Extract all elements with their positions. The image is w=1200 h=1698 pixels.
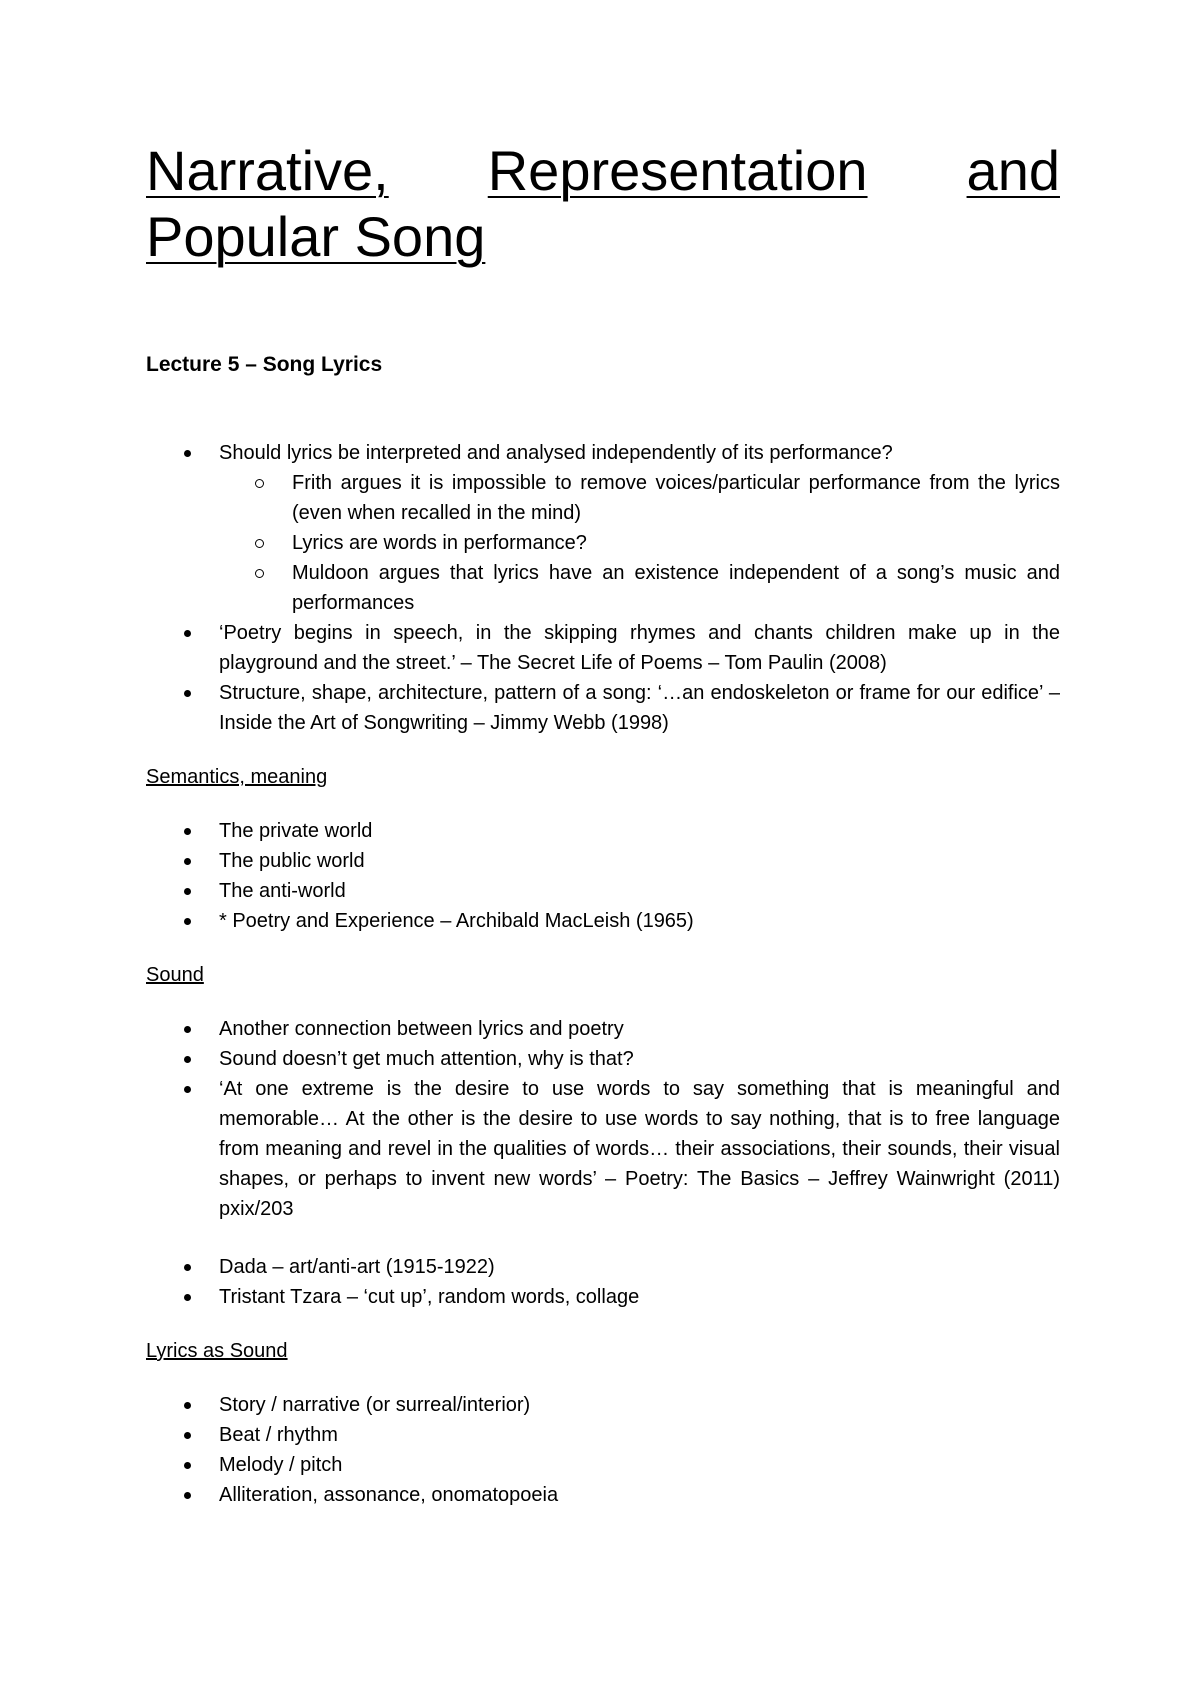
bullet-icon	[184, 828, 191, 835]
bullet-icon	[184, 1264, 191, 1271]
list-item	[146, 1014, 1060, 1044]
sub-list-item-text: Lyrics are words in performance?	[292, 532, 587, 554]
bullet-icon	[184, 1432, 191, 1439]
bullet-icon	[184, 1462, 191, 1469]
list-item	[146, 1480, 1060, 1510]
bullet-icon	[184, 1492, 191, 1499]
list-item	[146, 1390, 1060, 1420]
list-item	[146, 1044, 1060, 1074]
list-item	[146, 846, 1060, 876]
sub-list-item	[146, 468, 1060, 528]
sub-list	[146, 468, 1060, 618]
sub-list-item-text: Frith argues it is impossible to remove voices/particular performance from the lyrics (even when recalled in the mind)	[292, 472, 1060, 524]
bullet-icon	[184, 918, 191, 925]
section-heading-sound: Sound	[146, 964, 204, 986]
list-item	[146, 618, 1060, 678]
list-item-text: Another connection between lyrics and poetry	[219, 1018, 624, 1040]
list-item	[146, 1282, 1060, 1312]
list-item-text: Should lyrics be interpreted and analysed independently of its performance?	[219, 442, 893, 464]
bullet-icon	[184, 1056, 191, 1063]
list-item	[146, 1450, 1060, 1480]
list-item-text: The private world	[219, 820, 373, 842]
list-item	[146, 1252, 1060, 1282]
list-item-text: The anti-world	[219, 880, 346, 902]
list-item-text: Dada – art/anti-art (1915-1922)	[219, 1256, 495, 1278]
title-word: Representation	[487, 139, 868, 202]
list-item-text: * Poetry and Experience – Archibald MacLeish (1965)	[219, 910, 694, 932]
lyrics-as-sound-list	[146, 1390, 1060, 1510]
circle-bullet-icon	[255, 569, 264, 578]
list-item	[146, 678, 1060, 738]
list-item	[146, 438, 1060, 618]
list-item-text: Story / narrative (or surreal/interior)	[219, 1394, 531, 1416]
bullet-icon	[184, 1026, 191, 1033]
title-word: Narrative,	[146, 139, 389, 202]
list-item-text: Structure, shape, architecture, pattern of a song: ‘…an endoskeleton or frame for our edifice’ – Inside the Art of Songwriting – Jimmy Webb (1998)	[219, 682, 1060, 734]
document-title	[146, 138, 1060, 270]
list-item-text: Alliteration, assonance, onomatopoeia	[219, 1484, 559, 1506]
bullet-icon	[184, 630, 191, 637]
list-item-text: Beat / rhythm	[219, 1424, 338, 1446]
sound-list-2	[146, 1252, 1060, 1312]
circle-bullet-icon	[255, 479, 264, 488]
intro-list	[146, 438, 1060, 738]
semantics-list	[146, 816, 1060, 936]
list-item-text: ‘Poetry begins in speech, in the skipping rhymes and chants children make up in the playground and the street.’ – The Secret Life of Poems – Tom Paulin (2008)	[219, 622, 1060, 674]
section-heading-lyrics-as-sound: Lyrics as Sound	[146, 1340, 288, 1362]
bullet-icon	[184, 450, 191, 457]
list-item	[146, 906, 1060, 936]
bullet-icon	[184, 858, 191, 865]
list-item-text: ‘At one extreme is the desire to use words to say something that is meaningful and memorable… At the other is the desire to use words to say nothing, that is to free language from meaning and revel in the qualities of words… their associations, their sounds, their visual shapes, or perhaps to invent new words’ – Poetry: The Basics – Jeffrey Wainwright (2011) pxix/203	[219, 1078, 1060, 1220]
sub-list-item	[146, 558, 1060, 618]
circle-bullet-icon	[255, 539, 264, 548]
title-word: and	[966, 139, 1060, 202]
sub-list-item-text: Muldoon argues that lyrics have an existence independent of a song’s music and performances	[292, 562, 1060, 614]
bullet-icon	[184, 690, 191, 697]
list-item	[146, 816, 1060, 846]
bullet-icon	[184, 1402, 191, 1409]
list-item	[146, 1420, 1060, 1450]
list-item-text: The public world	[219, 850, 365, 872]
list-item	[146, 1074, 1060, 1224]
document-page	[146, 138, 1060, 1510]
lecture-heading: Lecture 5 – Song Lyrics	[146, 353, 383, 376]
list-item-text: Melody / pitch	[219, 1454, 343, 1476]
bullet-icon	[184, 1086, 191, 1093]
section-heading-semantics: Semantics, meaning	[146, 766, 328, 788]
list-item	[146, 876, 1060, 906]
title-line-2: Popular Song	[146, 205, 486, 268]
title-line-1	[146, 138, 1060, 204]
bullet-icon	[184, 888, 191, 895]
list-item-text: Tristant Tzara – ‘cut up’, random words, collage	[219, 1286, 640, 1308]
list-item-text: Sound doesn’t get much attention, why is that?	[219, 1048, 634, 1070]
bullet-icon	[184, 1294, 191, 1301]
sound-list	[146, 1014, 1060, 1224]
sub-list-item	[146, 528, 1060, 558]
